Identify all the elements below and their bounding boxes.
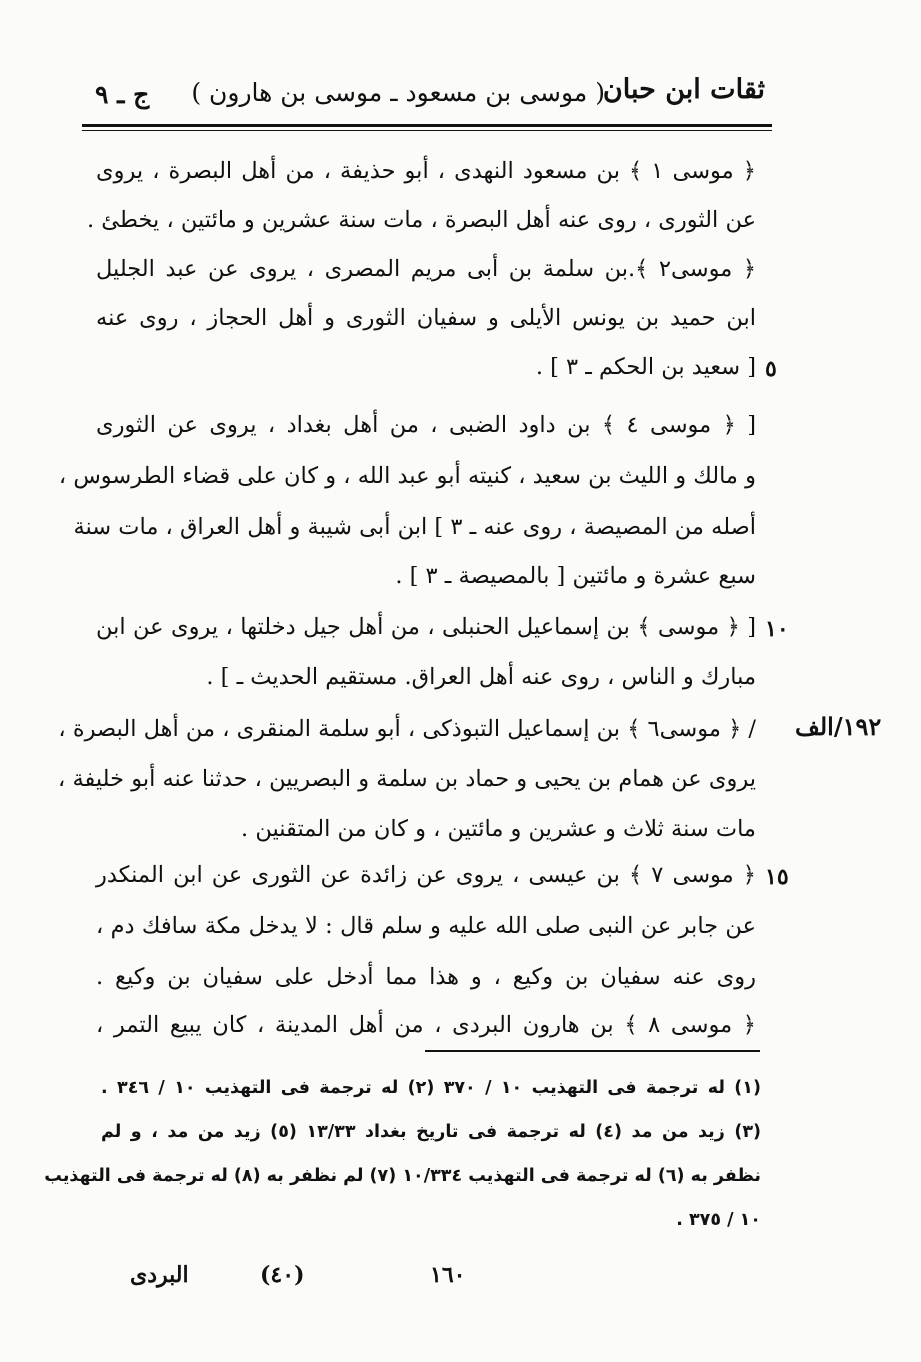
text-line: عن الثورى ، روى عنه أهل البصرة ، مات سنة عشرين و مائتين ، يخطئ .: [87, 207, 756, 233]
header-rule-thick: [82, 124, 772, 127]
text-line: ﴿ موسى ١ ﴾ بن مسعود النهدى ، أبو حذيفة ، من أهل البصرة ، يروى: [96, 158, 756, 184]
text-line: مات سنة ثلاث و عشرين و مائتين ، و كان من المتقنين .: [241, 816, 756, 842]
footnote-line: نظفر به (٦) له ترجمة فى التهذيب ١٠/٣٣٤ (٧) لم نظفر به (٨) له ترجمة فى التهذيب: [44, 1166, 761, 1186]
text-line: ﴿ موسى٢ ﴾.بن سلمة بن أبى مريم المصرى ، يروى عن عبد الجليل: [96, 256, 757, 282]
book-title: ثقات ابن حبان: [602, 74, 765, 105]
footnote-line: (١) له ترجمة فى التهذيب ١٠ / ٣٧٠ (٢) له ترجمة فى التهذيب ١٠ / ٣٤٦ .: [101, 1078, 761, 1098]
line-number-10: ١٠: [765, 616, 789, 642]
line-number-15: ١٥: [765, 864, 789, 890]
footnote-line: (٣) زيد من مد (٤) له ترجمة فى تاريخ بغداد ١٣/٣٣ (٥) زيد من مد ، و لم: [101, 1122, 761, 1142]
footnote-line: ١٠ / ٣٧٥ .: [676, 1210, 761, 1230]
page-number: ١٦٠: [430, 1262, 466, 1288]
gathering-signature: (٤٠): [260, 1262, 305, 1288]
text-line: يروى عن همام بن يحيى و حماد بن سلمة و البصريين ، حدثنا عنه أبو خليفة ،: [58, 766, 756, 792]
catchword: البردى: [130, 1262, 189, 1288]
text-line: ابن حميد بن يونس الأيلى و سفيان الثورى و أهل الحجاز ، روى عنه: [96, 305, 756, 331]
text-line: مبارك و الناس ، روى عنه أهل العراق. مستقيم الحديث ـ ] .: [206, 664, 756, 690]
text-line: أصله من المصيصة ، روى عنه ـ ٣ ] ابن أبى شيبة و أهل العراق ، مات سنة: [73, 514, 756, 540]
section-title: ( موسى بن مسعود ـ موسى بن هارون ): [191, 78, 605, 107]
volume-number: ج ـ ٩: [95, 80, 150, 109]
text-line: ﴿ موسى ٨ ﴾ بن هارون البردى ، من أهل المدينة ، كان يبيع التمر ،: [96, 1012, 756, 1038]
text-line: و مالك و الليث بن سعيد ، كنيته أبو عبد الله ، و كان على قضاء الطرسوس ،: [58, 463, 756, 489]
text-line: [ سعيد بن الحكم ـ ٣ ] .: [535, 354, 756, 380]
line-number-5: ٥: [765, 356, 777, 382]
text-line: / ﴿ موسى٦ ﴾ بن إسماعيل التبوذكى ، أبو سلمة المنقرى ، من أهل البصرة ،: [58, 716, 756, 742]
header-rule-thin: [82, 130, 772, 131]
footnote-rule: [425, 1050, 760, 1052]
text-line: [ ﴿ موسى ٤ ﴾ بن داود الضبى ، من أهل بغداد ، يروى عن الثورى: [96, 412, 756, 438]
text-line: ﴿ موسى ٧ ﴾ بن عيسى ، يروى عن زائدة عن الثورى عن ابن المنكدر: [96, 862, 756, 888]
text-line: سبع عشرة و مائتين [ بالمصيصة ـ ٣ ] .: [395, 563, 756, 589]
running-header: [85, 70, 765, 120]
text-line: روى عنه سفيان بن وكيع ، و هذا مما أدخل على سفيان بن وكيع .: [96, 964, 756, 990]
text-line: [ ﴿ موسى ﴾ بن إسماعيل الحنبلى ، من أهل جيل دخلتها ، يروى عن ابن: [96, 614, 756, 640]
text-line: عن جابر عن النبى صلى الله عليه و سلم قال : لا يدخل مكة سافك دم ،: [96, 913, 756, 939]
manuscript-folio: ١٩٢/الف: [795, 712, 882, 741]
